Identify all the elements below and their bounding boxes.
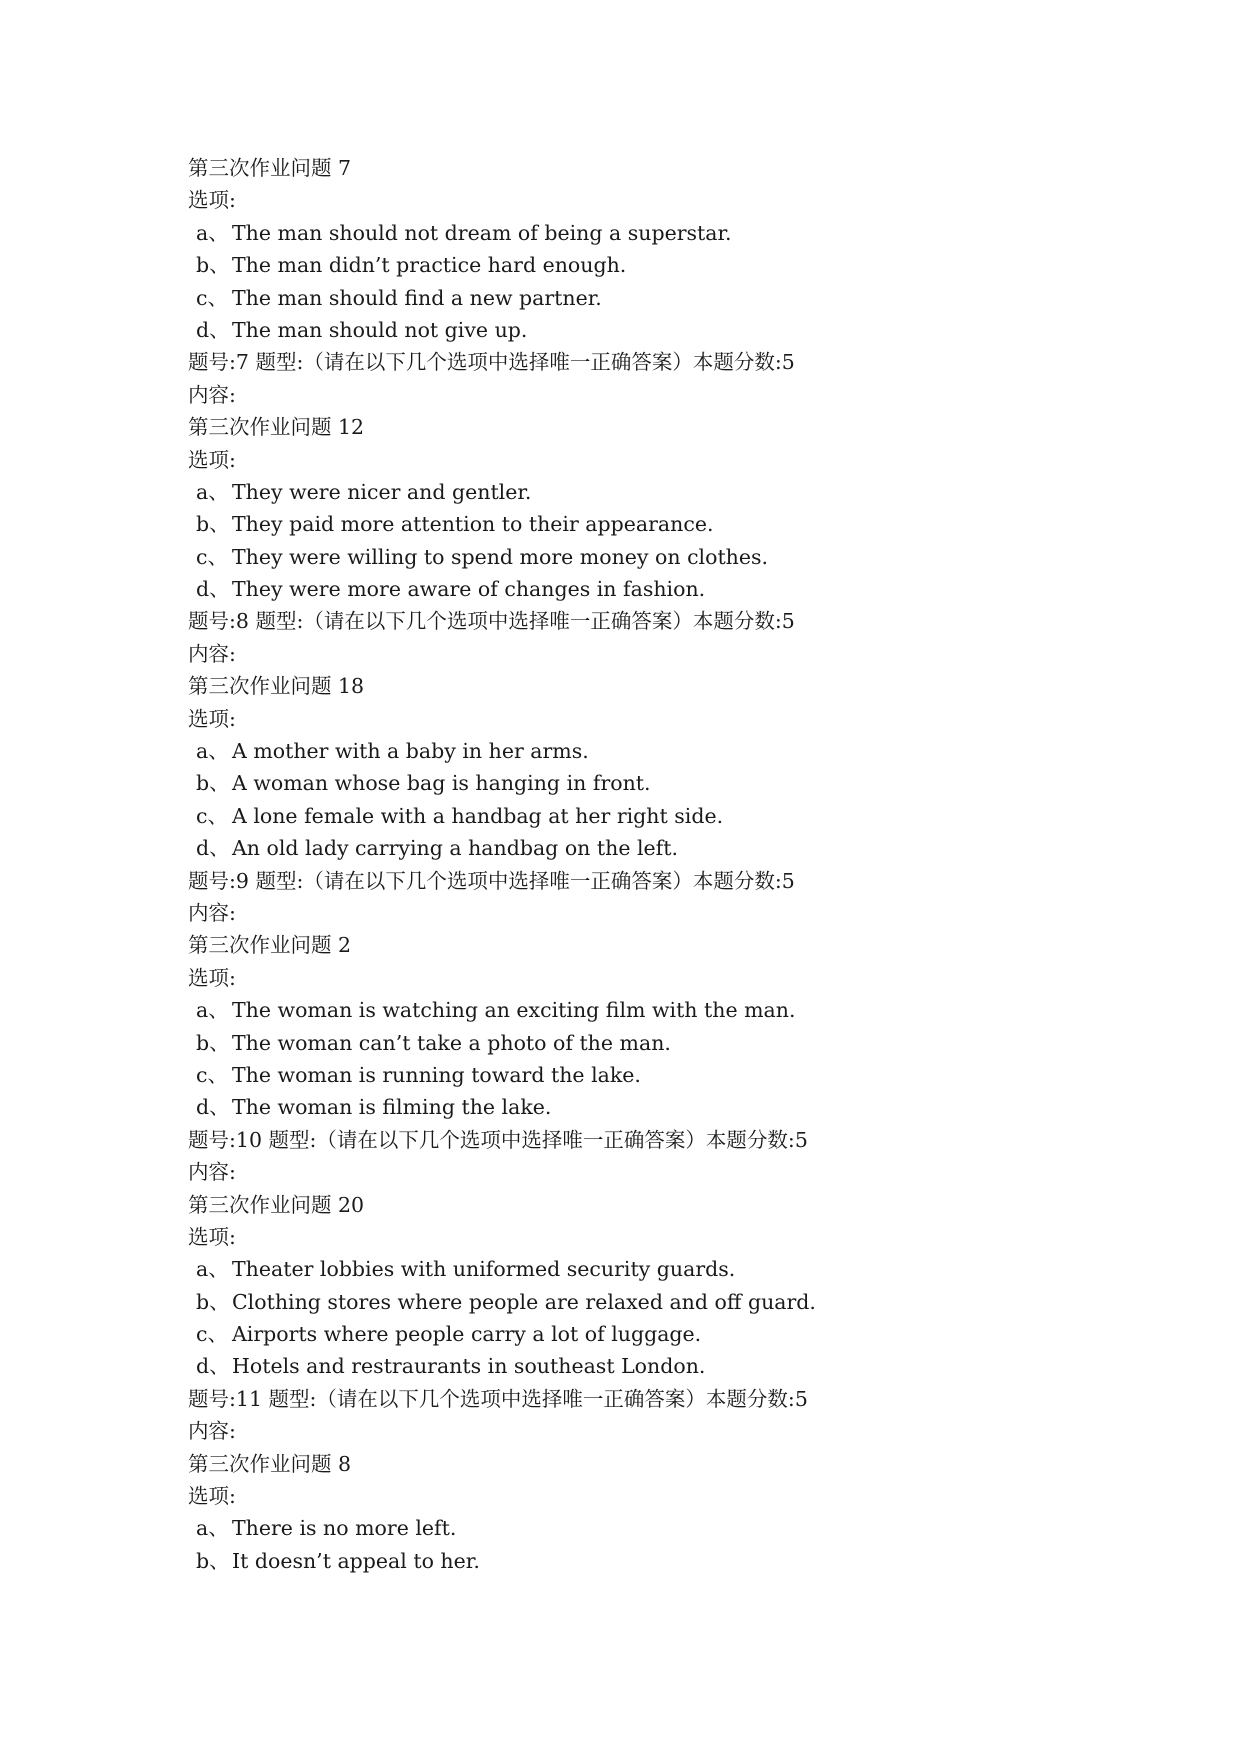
option-letter: d、 bbox=[196, 577, 230, 602]
question-title: 第三次作业问题 12 bbox=[188, 415, 365, 440]
question-title: 第三次作业问题 18 bbox=[188, 674, 365, 699]
option-text: A mother with a baby in her arms. bbox=[232, 739, 589, 764]
option-text: There is no more left. bbox=[232, 1516, 457, 1541]
options-label: 选项: bbox=[188, 1484, 236, 1509]
option-letter: a、 bbox=[196, 1516, 229, 1541]
question-block bbox=[188, 152, 1088, 346]
option-text: The man should find a new partner. bbox=[232, 285, 602, 310]
option-item bbox=[188, 1091, 1088, 1123]
option-text: The woman is running toward the lake. bbox=[232, 1062, 641, 1087]
question-header: 题号:8 题型:（请在以下几个选项中选择唯一正确答案）本题分数:5 bbox=[188, 609, 795, 634]
option-text: Hotels and restraurants in southeast London. bbox=[232, 1354, 706, 1379]
options-label: 选项: bbox=[188, 965, 236, 990]
question-header: 题号:7 题型:（请在以下几个选项中选择唯一正确答案）本题分数:5 bbox=[188, 350, 795, 375]
option-text: The man should not dream of being a superstar. bbox=[232, 220, 732, 245]
question-block bbox=[188, 1383, 1088, 1577]
option-item bbox=[188, 217, 1088, 249]
question-list bbox=[188, 152, 1088, 1577]
option-text: The woman can’t take a photo of the man. bbox=[232, 1030, 671, 1055]
option-text: They were willing to spend more money on clothes. bbox=[232, 544, 769, 569]
option-letter: b、 bbox=[196, 1030, 230, 1055]
question-block bbox=[188, 865, 1088, 1124]
option-item bbox=[188, 249, 1088, 281]
content-label: 内容: bbox=[188, 900, 236, 925]
question-title: 第三次作业问题 2 bbox=[188, 933, 352, 958]
option-letter: a、 bbox=[196, 479, 229, 504]
option-letter: a、 bbox=[196, 1257, 229, 1282]
option-item bbox=[188, 541, 1088, 573]
question-title: 第三次作业问题 8 bbox=[188, 1451, 352, 1476]
option-item bbox=[188, 508, 1088, 540]
option-letter: a、 bbox=[196, 220, 229, 245]
option-text: They were nicer and gentler. bbox=[232, 479, 532, 504]
option-letter: b、 bbox=[196, 771, 230, 796]
option-letter: b、 bbox=[196, 1548, 230, 1573]
option-item bbox=[188, 1059, 1088, 1091]
option-text: A lone female with a handbag at her right side. bbox=[232, 803, 724, 828]
option-letter: c、 bbox=[196, 544, 228, 569]
option-item bbox=[188, 476, 1088, 508]
question-title: 第三次作业问题 20 bbox=[188, 1192, 365, 1217]
option-text: Clothing stores where people are relaxed and off guard. bbox=[232, 1289, 816, 1314]
option-letter: b、 bbox=[196, 253, 230, 278]
option-item bbox=[188, 314, 1088, 346]
option-letter: c、 bbox=[196, 285, 228, 310]
option-item bbox=[188, 1512, 1088, 1544]
question-header: 题号:9 题型:（请在以下几个选项中选择唯一正确答案）本题分数:5 bbox=[188, 868, 795, 893]
option-text: Theater lobbies with uniformed security guards. bbox=[232, 1257, 736, 1282]
option-item bbox=[188, 1350, 1088, 1382]
option-text: An old lady carrying a handbag on the left. bbox=[232, 836, 678, 861]
option-letter: c、 bbox=[196, 1062, 228, 1087]
option-item bbox=[188, 832, 1088, 864]
question-block bbox=[188, 605, 1088, 864]
option-text: They were more aware of changes in fashion. bbox=[232, 577, 706, 602]
option-item bbox=[188, 1545, 1088, 1577]
option-item bbox=[188, 1253, 1088, 1285]
option-text: It doesn’t appeal to her. bbox=[232, 1548, 480, 1573]
option-item bbox=[188, 573, 1088, 605]
option-item bbox=[188, 282, 1088, 314]
option-text: They paid more attention to their appearance. bbox=[232, 512, 714, 537]
option-letter: d、 bbox=[196, 1354, 230, 1379]
option-letter: a、 bbox=[196, 998, 229, 1023]
option-text: A woman whose bag is hanging in front. bbox=[232, 771, 651, 796]
option-text: The man didn’t practice hard enough. bbox=[232, 253, 627, 278]
option-letter: d、 bbox=[196, 1095, 230, 1120]
option-item bbox=[188, 1286, 1088, 1318]
content-label: 内容: bbox=[188, 382, 236, 407]
question-title: 第三次作业问题 7 bbox=[188, 156, 352, 180]
options-label: 选项: bbox=[188, 447, 236, 472]
option-item bbox=[188, 1318, 1088, 1350]
option-letter: c、 bbox=[196, 803, 228, 828]
question-block bbox=[188, 346, 1088, 605]
option-letter: b、 bbox=[196, 1289, 230, 1314]
option-item bbox=[188, 800, 1088, 832]
option-item bbox=[188, 735, 1088, 767]
option-letter: b、 bbox=[196, 512, 230, 537]
options-label: 选项: bbox=[188, 1224, 236, 1249]
content-label: 内容: bbox=[188, 1160, 236, 1185]
option-item bbox=[188, 1027, 1088, 1059]
option-item bbox=[188, 994, 1088, 1026]
option-letter: d、 bbox=[196, 317, 230, 342]
content-label: 内容: bbox=[188, 1419, 236, 1444]
option-letter: c、 bbox=[196, 1322, 228, 1347]
options-label: 选项: bbox=[188, 706, 236, 731]
question-header: 题号:11 题型:（请在以下几个选项中选择唯一正确答案）本题分数:5 bbox=[188, 1386, 808, 1411]
option-item bbox=[188, 767, 1088, 799]
question-header: 题号:10 题型:（请在以下几个选项中选择唯一正确答案）本题分数:5 bbox=[188, 1127, 808, 1152]
option-text: The woman is filming the lake. bbox=[232, 1095, 552, 1120]
question-block bbox=[188, 1124, 1088, 1383]
option-letter: a、 bbox=[196, 739, 229, 764]
option-text: The woman is watching an exciting film with the man. bbox=[232, 998, 796, 1023]
option-text: The man should not give up. bbox=[232, 317, 528, 342]
option-letter: d、 bbox=[196, 836, 230, 861]
option-text: Airports where people carry a lot of luggage. bbox=[232, 1322, 702, 1347]
options-label: 选项: bbox=[188, 188, 236, 213]
content-label: 内容: bbox=[188, 641, 236, 666]
